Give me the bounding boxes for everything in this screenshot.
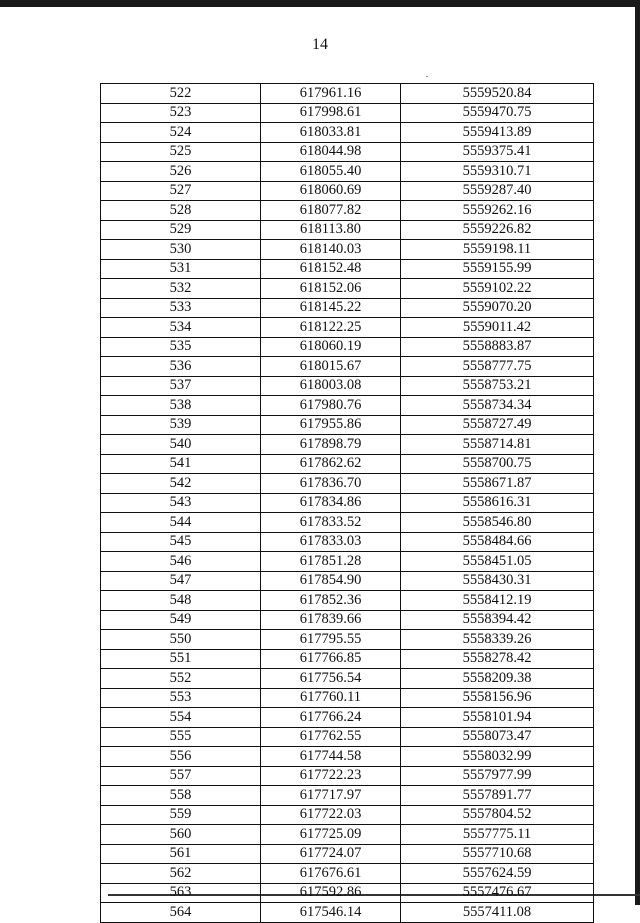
- y-coordinate-cell: 5558777.75: [401, 357, 594, 377]
- table-row: [101, 825, 594, 845]
- table-row: [101, 396, 594, 416]
- point-number-cell: 531: [101, 259, 261, 279]
- table-row: [101, 337, 594, 357]
- table-row: [101, 454, 594, 474]
- x-coordinate-cell: 618113.80: [261, 220, 401, 240]
- point-number-cell: 557: [101, 766, 261, 786]
- y-coordinate-cell: 5559262.16: [401, 201, 594, 221]
- y-coordinate-cell: 5558209.38: [401, 669, 594, 689]
- y-coordinate-cell: 5559155.99: [401, 259, 594, 279]
- table-row: [101, 142, 594, 162]
- table-row: [101, 513, 594, 533]
- x-coordinate-cell: 617961.16: [261, 84, 401, 104]
- y-coordinate-cell: 5559198.11: [401, 240, 594, 260]
- point-number-cell: 543: [101, 493, 261, 513]
- x-coordinate-cell: 617998.61: [261, 103, 401, 123]
- y-coordinate-cell: 5558032.99: [401, 747, 594, 767]
- y-coordinate-cell: 5559102.22: [401, 279, 594, 299]
- point-number-cell: 564: [101, 903, 261, 923]
- x-coordinate-cell: 618122.25: [261, 318, 401, 338]
- table-row: [101, 493, 594, 513]
- table-row: [101, 883, 594, 903]
- point-number-cell: 545: [101, 532, 261, 552]
- table-row: [101, 552, 594, 572]
- point-number-cell: 522: [101, 84, 261, 104]
- point-number-cell: 534: [101, 318, 261, 338]
- page-number: 14: [312, 36, 328, 53]
- table-row: [101, 610, 594, 630]
- y-coordinate-cell: 5557804.52: [401, 805, 594, 825]
- table-row: [101, 864, 594, 884]
- x-coordinate-cell: 617546.14: [261, 903, 401, 923]
- y-coordinate-cell: 5559375.41: [401, 142, 594, 162]
- point-number-cell: 556: [101, 747, 261, 767]
- x-coordinate-cell: 618060.19: [261, 337, 401, 357]
- y-coordinate-cell: 5559226.82: [401, 220, 594, 240]
- point-number-cell: 538: [101, 396, 261, 416]
- x-coordinate-cell: 618060.69: [261, 181, 401, 201]
- x-coordinate-cell: 617833.03: [261, 532, 401, 552]
- y-coordinate-cell: 5558546.80: [401, 513, 594, 533]
- table-row: [101, 903, 594, 923]
- point-number-cell: 529: [101, 220, 261, 240]
- table-row: [101, 357, 594, 377]
- point-number-cell: 559: [101, 805, 261, 825]
- x-coordinate-cell: 617833.52: [261, 513, 401, 533]
- table-row: [101, 415, 594, 435]
- point-number-cell: 553: [101, 688, 261, 708]
- point-number-cell: 537: [101, 376, 261, 396]
- table-row: [101, 240, 594, 260]
- y-coordinate-cell: 5558616.31: [401, 493, 594, 513]
- x-coordinate-cell: 617725.09: [261, 825, 401, 845]
- point-number-cell: 562: [101, 864, 261, 884]
- x-coordinate-cell: 617898.79: [261, 435, 401, 455]
- table-row: [101, 708, 594, 728]
- point-number-cell: 523: [101, 103, 261, 123]
- y-coordinate-cell: 5559520.84: [401, 84, 594, 104]
- point-number-cell: 542: [101, 474, 261, 494]
- y-coordinate-cell: 5558484.66: [401, 532, 594, 552]
- y-coordinate-cell: 5557476.67: [401, 883, 594, 903]
- y-coordinate-cell: 5557710.68: [401, 844, 594, 864]
- y-coordinate-cell: 5558278.42: [401, 649, 594, 669]
- table-row: [101, 298, 594, 318]
- point-number-cell: 548: [101, 591, 261, 611]
- point-number-cell: 546: [101, 552, 261, 572]
- point-number-cell: 551: [101, 649, 261, 669]
- table-row: [101, 474, 594, 494]
- x-coordinate-cell: 618152.06: [261, 279, 401, 299]
- x-coordinate-cell: 617676.61: [261, 864, 401, 884]
- x-coordinate-cell: 617592.86: [261, 883, 401, 903]
- table-row: [101, 220, 594, 240]
- table-row: [101, 844, 594, 864]
- y-coordinate-cell: 5558734.34: [401, 396, 594, 416]
- table-row: [101, 532, 594, 552]
- y-coordinate-cell: 5559011.42: [401, 318, 594, 338]
- table-row: [101, 649, 594, 669]
- point-number-cell: 550: [101, 630, 261, 650]
- x-coordinate-cell: 617722.03: [261, 805, 401, 825]
- x-coordinate-cell: 617760.11: [261, 688, 401, 708]
- y-coordinate-cell: 5557411.08: [401, 903, 594, 923]
- point-number-cell: 524: [101, 123, 261, 143]
- table-row: [101, 786, 594, 806]
- table-row: [101, 84, 594, 104]
- table-row: [101, 162, 594, 182]
- point-number-cell: 547: [101, 571, 261, 591]
- table-row: [101, 318, 594, 338]
- x-coordinate-cell: 617955.86: [261, 415, 401, 435]
- x-coordinate-cell: 617766.24: [261, 708, 401, 728]
- table-row: [101, 630, 594, 650]
- point-number-cell: 530: [101, 240, 261, 260]
- point-number-cell: 544: [101, 513, 261, 533]
- y-coordinate-cell: 5557624.59: [401, 864, 594, 884]
- table-row: [101, 727, 594, 747]
- point-number-cell: 549: [101, 610, 261, 630]
- point-number-cell: 527: [101, 181, 261, 201]
- table-row: [101, 669, 594, 689]
- y-coordinate-cell: 5558101.94: [401, 708, 594, 728]
- x-coordinate-cell: 617851.28: [261, 552, 401, 572]
- y-coordinate-cell: 5558430.31: [401, 571, 594, 591]
- y-coordinate-cell: 5558753.21: [401, 376, 594, 396]
- y-coordinate-cell: 5559413.89: [401, 123, 594, 143]
- table-row: [101, 805, 594, 825]
- scan-border-right: [635, 0, 640, 905]
- point-number-cell: 528: [101, 201, 261, 221]
- y-coordinate-cell: 5557891.77: [401, 786, 594, 806]
- x-coordinate-cell: 617834.86: [261, 493, 401, 513]
- coordinates-table: [100, 83, 594, 923]
- table-row: [101, 591, 594, 611]
- y-coordinate-cell: 5557977.99: [401, 766, 594, 786]
- table-row: [101, 259, 594, 279]
- point-number-cell: 563: [101, 883, 261, 903]
- x-coordinate-cell: 618044.98: [261, 142, 401, 162]
- table-row: [101, 766, 594, 786]
- coordinates-table-body: [101, 84, 594, 923]
- y-coordinate-cell: 5557775.11: [401, 825, 594, 845]
- x-coordinate-cell: 617744.58: [261, 747, 401, 767]
- point-number-cell: 560: [101, 825, 261, 845]
- x-coordinate-cell: 617717.97: [261, 786, 401, 806]
- point-number-cell: 536: [101, 357, 261, 377]
- y-coordinate-cell: 5558156.96: [401, 688, 594, 708]
- y-coordinate-cell: 5559470.75: [401, 103, 594, 123]
- x-coordinate-cell: 617854.90: [261, 571, 401, 591]
- x-coordinate-cell: 618140.03: [261, 240, 401, 260]
- x-coordinate-cell: 617724.07: [261, 844, 401, 864]
- point-number-cell: 554: [101, 708, 261, 728]
- y-coordinate-cell: 5558412.19: [401, 591, 594, 611]
- y-coordinate-cell: 5558671.87: [401, 474, 594, 494]
- y-coordinate-cell: 5558451.05: [401, 552, 594, 572]
- y-coordinate-cell: 5559070.20: [401, 298, 594, 318]
- y-coordinate-cell: 5558714.81: [401, 435, 594, 455]
- table-row: [101, 123, 594, 143]
- x-coordinate-cell: 617852.36: [261, 591, 401, 611]
- point-number-cell: 561: [101, 844, 261, 864]
- x-coordinate-cell: 617756.54: [261, 669, 401, 689]
- x-coordinate-cell: 618033.81: [261, 123, 401, 143]
- y-coordinate-cell: 5558883.87: [401, 337, 594, 357]
- x-coordinate-cell: 618152.48: [261, 259, 401, 279]
- x-coordinate-cell: 617762.55: [261, 727, 401, 747]
- table-row: [101, 376, 594, 396]
- x-coordinate-cell: 617722.23: [261, 766, 401, 786]
- point-number-cell: 555: [101, 727, 261, 747]
- table-row: [101, 181, 594, 201]
- y-coordinate-cell: 5559310.71: [401, 162, 594, 182]
- point-number-cell: 526: [101, 162, 261, 182]
- x-coordinate-cell: 618015.67: [261, 357, 401, 377]
- x-coordinate-cell: 617766.85: [261, 649, 401, 669]
- point-number-cell: 558: [101, 786, 261, 806]
- y-coordinate-cell: 5558394.42: [401, 610, 594, 630]
- y-coordinate-cell: 5558073.47: [401, 727, 594, 747]
- x-coordinate-cell: 617836.70: [261, 474, 401, 494]
- x-coordinate-cell: 617839.66: [261, 610, 401, 630]
- point-number-cell: 532: [101, 279, 261, 299]
- point-number-cell: 539: [101, 415, 261, 435]
- x-coordinate-cell: 618055.40: [261, 162, 401, 182]
- table-row: [101, 571, 594, 591]
- table-row: [101, 279, 594, 299]
- point-number-cell: 552: [101, 669, 261, 689]
- point-number-cell: 533: [101, 298, 261, 318]
- table-row: [101, 103, 594, 123]
- table-row: [101, 201, 594, 221]
- table-row: [101, 688, 594, 708]
- x-coordinate-cell: 618145.22: [261, 298, 401, 318]
- y-coordinate-cell: 5558339.26: [401, 630, 594, 650]
- y-coordinate-cell: 5558700.75: [401, 454, 594, 474]
- point-number-cell: 540: [101, 435, 261, 455]
- table-row: [101, 435, 594, 455]
- x-coordinate-cell: 617795.55: [261, 630, 401, 650]
- y-coordinate-cell: 5559287.40: [401, 181, 594, 201]
- y-coordinate-cell: 5558727.49: [401, 415, 594, 435]
- x-coordinate-cell: 618077.82: [261, 201, 401, 221]
- point-number-cell: 541: [101, 454, 261, 474]
- x-coordinate-cell: 617862.62: [261, 454, 401, 474]
- x-coordinate-cell: 617980.76: [261, 396, 401, 416]
- scan-speck: [426, 76, 428, 77]
- table-row: [101, 747, 594, 767]
- point-number-cell: 535: [101, 337, 261, 357]
- x-coordinate-cell: 618003.08: [261, 376, 401, 396]
- point-number-cell: 525: [101, 142, 261, 162]
- scan-border-top: [0, 0, 640, 7]
